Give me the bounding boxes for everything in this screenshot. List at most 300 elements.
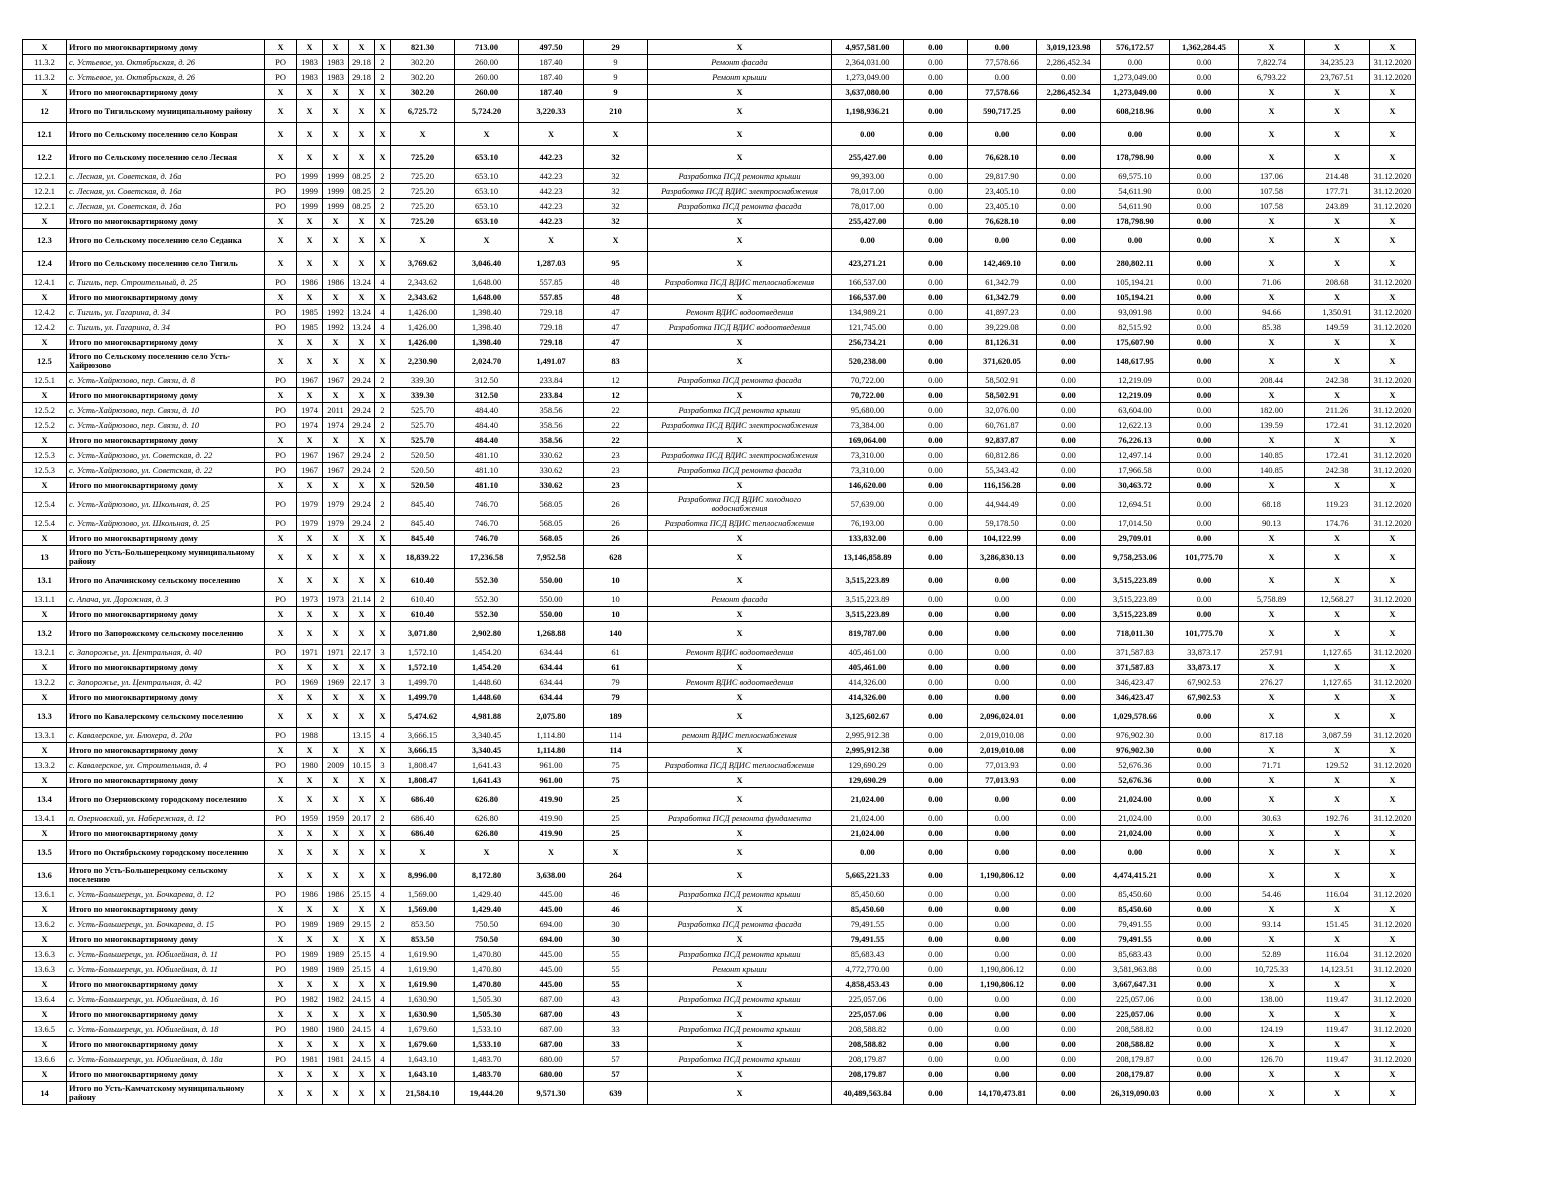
owner-funds-cell: 26,319,090.03 [1101,1082,1170,1105]
total-area-cell: 525.70 [391,403,455,418]
built-year-cell: X [297,932,323,947]
work-type-cell: X [648,100,832,123]
local-funds-cell: 0.00 [1037,705,1101,728]
total-area-cell: 1,643.10 [391,1052,455,1067]
living-area-cell: 484.40 [455,403,519,418]
residents-cell: 33 [584,1022,648,1037]
floors-cell: X [375,1007,391,1022]
work-type-cell: Разработка ПСД ремонта крыши [648,992,832,1007]
other-funds-cell: 0.00 [1170,773,1239,788]
wall-material-cell: X [265,252,297,275]
total-cost-cell: 73,310.00 [832,448,904,463]
local-funds-cell: 0.00 [1037,887,1101,902]
regional-funds-cell: 81,126.31 [968,335,1037,350]
reconstruction-year-cell: 1969 [323,675,349,690]
limit-cost-cell: X [1305,214,1370,229]
residents-cell: 55 [584,977,648,992]
deadline-cell: 31.12.2020 [1370,448,1416,463]
residents-cell: 95 [584,252,648,275]
federal-funds-cell: 0.00 [904,40,968,55]
reconstruction-year-cell: X [323,826,349,841]
owner-funds-cell: 3,515,223.89 [1101,592,1170,607]
local-funds-cell: 0.00 [1037,977,1101,992]
unit-cost-cell: X [1239,977,1305,992]
subtotal-row [23,388,1416,403]
floors-cell: 2 [375,418,391,433]
wall-material-cell: X [265,335,297,350]
other-funds-cell: 0.00 [1170,962,1239,977]
object-name-cell: Итого по многоквартирному дому [67,826,265,841]
limit-cost-cell: 192.76 [1305,811,1370,826]
built-year-cell: X [297,229,323,252]
residents-cell: 210 [584,100,648,123]
built-year-cell: 1988 [297,728,323,743]
wear-cell: X [349,660,375,675]
federal-funds-cell: 0.00 [904,478,968,493]
object-name-cell: Итого по многоквартирному дому [67,214,265,229]
reconstruction-year-cell: 1989 [323,947,349,962]
local-funds-cell: 0.00 [1037,320,1101,335]
owner-funds-cell: 29,709.01 [1101,531,1170,546]
federal-funds-cell: 0.00 [904,275,968,290]
residents-cell: 9 [584,70,648,85]
row-number-cell: 13.2 [23,622,67,645]
other-funds-cell: 33,873.17 [1170,645,1239,660]
object-name-cell: Итого по Кавалерскому сельскому поселению [67,705,265,728]
wear-cell: 13.24 [349,275,375,290]
unit-cost-cell: X [1239,705,1305,728]
wall-material-cell: РО [265,463,297,478]
federal-funds-cell: 0.00 [904,433,968,448]
regional-funds-cell: 0.00 [968,690,1037,705]
owner-funds-cell: 1,029,578.66 [1101,705,1170,728]
unit-cost-cell: X [1239,690,1305,705]
federal-funds-cell: 0.00 [904,992,968,1007]
owner-funds-cell: 208,588.82 [1101,1022,1170,1037]
federal-funds-cell: 0.00 [904,169,968,184]
built-year-cell: X [297,214,323,229]
subtotal-row [23,350,1416,373]
wear-cell: X [349,1037,375,1052]
subtotal-row [23,531,1416,546]
other-funds-cell: 0.00 [1170,887,1239,902]
living-area-cell: 1,533.10 [455,1037,519,1052]
unit-cost-cell: X [1239,335,1305,350]
wear-cell: 29.24 [349,418,375,433]
wall-material-cell: РО [265,275,297,290]
floors-cell: X [375,743,391,758]
regional-funds-cell: 0.00 [968,887,1037,902]
regional-funds-cell: 0.00 [968,675,1037,690]
total-cost-cell: 5,665,221.33 [832,864,904,887]
living-area-cell: 2,024.70 [455,350,519,373]
work-type-cell: ремонт ВДИС теплоснабжения [648,728,832,743]
total-area-cell: 1,808.47 [391,758,455,773]
work-type-cell: Ремонт крыши [648,70,832,85]
unit-cost-cell: 138.00 [1239,992,1305,1007]
total-cost-cell: 85,683.43 [832,947,904,962]
reconstruction-year-cell: X [323,622,349,645]
deadline-cell: X [1370,388,1416,403]
wear-cell: 24.15 [349,1022,375,1037]
other-funds-cell: 0.00 [1170,169,1239,184]
total-area-cell: 3,071.80 [391,622,455,645]
row-number-cell: 13 [23,546,67,569]
reconstruction-year-cell: 1967 [323,373,349,388]
living-area-cell: 260.00 [455,70,519,85]
limit-cost-cell: X [1305,977,1370,992]
unit-cost-cell: X [1239,100,1305,123]
wall-material-cell: X [265,123,297,146]
built-year-cell: 1969 [297,675,323,690]
unit-cost-cell: 6,793.22 [1239,70,1305,85]
wall-material-cell: X [265,85,297,100]
living-area-cell: 1,398.40 [455,320,519,335]
owner-funds-cell: 0.00 [1101,55,1170,70]
common-area-cell: 680.00 [519,1052,584,1067]
residents-cell: 47 [584,320,648,335]
unit-cost-cell: 137.06 [1239,169,1305,184]
reconstruction-year-cell: X [323,788,349,811]
work-type-cell: X [648,214,832,229]
local-funds-cell: 0.00 [1037,123,1101,146]
regional-funds-cell: 3,286,830.13 [968,546,1037,569]
wall-material-cell: X [265,902,297,917]
wear-cell: 21.14 [349,592,375,607]
total-cost-cell: 70,722.00 [832,388,904,403]
owner-funds-cell: 63,604.00 [1101,403,1170,418]
limit-cost-cell: X [1305,350,1370,373]
row-number-cell: X [23,826,67,841]
row-number-cell: 12.5.1 [23,373,67,388]
federal-funds-cell: 0.00 [904,826,968,841]
other-funds-cell: 0.00 [1170,592,1239,607]
total-cost-cell: 13,146,858.89 [832,546,904,569]
built-year-cell: X [297,531,323,546]
wall-material-cell: X [265,388,297,403]
built-year-cell: X [297,1007,323,1022]
row-number-cell: 13.2.1 [23,645,67,660]
federal-funds-cell: 0.00 [904,123,968,146]
other-funds-cell: 0.00 [1170,418,1239,433]
built-year-cell: X [297,841,323,864]
work-type-cell: Разработка ПСД ремонта крыши [648,169,832,184]
floors-cell: 2 [375,463,391,478]
owner-funds-cell: 12,622.13 [1101,418,1170,433]
deadline-cell: 31.12.2020 [1370,887,1416,902]
other-funds-cell: 0.00 [1170,1007,1239,1022]
common-area-cell: 445.00 [519,887,584,902]
owner-funds-cell: 21,024.00 [1101,788,1170,811]
reconstruction-year-cell: 1967 [323,448,349,463]
reconstruction-year-cell: X [323,705,349,728]
common-area-cell: 687.00 [519,1022,584,1037]
object-name-cell: Итого по Усть-Большерецкому сельскому поселению [67,864,265,887]
row-number-cell: X [23,660,67,675]
local-funds-cell: 0.00 [1037,743,1101,758]
table-row [23,184,1416,199]
subtotal-row [23,85,1416,100]
work-type-cell: Разработка ПСД ВДИС электроснабжения [648,448,832,463]
row-number-cell: 13.6.3 [23,962,67,977]
deadline-cell: X [1370,1037,1416,1052]
row-number-cell: 12.4.2 [23,320,67,335]
work-type-cell: Ремонт крыши [648,962,832,977]
regional-funds-cell: 1,190,806.12 [968,962,1037,977]
local-funds-cell: 0.00 [1037,493,1101,516]
federal-funds-cell: 0.00 [904,350,968,373]
total-area-cell: 2,343.62 [391,290,455,305]
residents-cell: 9 [584,55,648,70]
living-area-cell: 653.10 [455,169,519,184]
common-area-cell: X [519,123,584,146]
work-type-cell: X [648,478,832,493]
deadline-cell: 31.12.2020 [1370,55,1416,70]
built-year-cell: X [297,1037,323,1052]
total-cost-cell: 133,832.00 [832,531,904,546]
regional-funds-cell: 2,019,010.08 [968,728,1037,743]
other-funds-cell: 0.00 [1170,100,1239,123]
local-funds-cell: 0.00 [1037,229,1101,252]
floors-cell: 2 [375,55,391,70]
regional-funds-cell: 77,013.93 [968,773,1037,788]
wall-material-cell: РО [265,1022,297,1037]
other-funds-cell: 0.00 [1170,743,1239,758]
total-cost-cell: 3,515,223.89 [832,607,904,622]
work-type-cell: X [648,252,832,275]
wear-cell: X [349,690,375,705]
regional-funds-cell: 0.00 [968,947,1037,962]
living-area-cell: 653.10 [455,184,519,199]
owner-funds-cell: 85,450.60 [1101,887,1170,902]
wall-material-cell: РО [265,199,297,214]
total-area-cell: 725.20 [391,184,455,199]
subtotal-row [23,214,1416,229]
floors-cell: 2 [375,199,391,214]
residents-cell: 22 [584,433,648,448]
reconstruction-year-cell: 1959 [323,811,349,826]
living-area-cell: 653.10 [455,146,519,169]
local-funds-cell: 0.00 [1037,1007,1101,1022]
residents-cell: 9 [584,85,648,100]
row-number-cell: X [23,932,67,947]
local-funds-cell: 2,286,452.34 [1037,55,1101,70]
local-funds-cell: 0.00 [1037,146,1101,169]
reconstruction-year-cell: 1974 [323,418,349,433]
common-area-cell: 330.62 [519,448,584,463]
unit-cost-cell: X [1239,1082,1305,1105]
owner-funds-cell: 371,587.83 [1101,660,1170,675]
residents-cell: 61 [584,645,648,660]
row-number-cell: X [23,335,67,350]
built-year-cell: X [297,335,323,350]
other-funds-cell: 0.00 [1170,607,1239,622]
deadline-cell: X [1370,607,1416,622]
deadline-cell: X [1370,660,1416,675]
built-year-cell: 1983 [297,70,323,85]
common-area-cell: 557.85 [519,290,584,305]
work-type-cell: X [648,1037,832,1052]
deadline-cell: X [1370,531,1416,546]
built-year-cell: X [297,660,323,675]
total-area-cell: 1,569.00 [391,887,455,902]
wear-cell: 08.25 [349,199,375,214]
built-year-cell: 1979 [297,493,323,516]
subtotal-row [23,705,1416,728]
wear-cell: X [349,531,375,546]
local-funds-cell: 0.00 [1037,947,1101,962]
total-area-cell: 2,343.62 [391,275,455,290]
total-cost-cell: 414,326.00 [832,675,904,690]
wall-material-cell: X [265,607,297,622]
living-area-cell: 1,470.80 [455,977,519,992]
common-area-cell: 729.18 [519,335,584,350]
row-number-cell: X [23,214,67,229]
owner-funds-cell: 346,423.47 [1101,675,1170,690]
object-name-cell: Итого по многоквартирному дому [67,1037,265,1052]
total-cost-cell: 121,745.00 [832,320,904,335]
wall-material-cell: РО [265,947,297,962]
limit-cost-cell: X [1305,569,1370,592]
row-number-cell: 12 [23,100,67,123]
federal-funds-cell: 0.00 [904,1007,968,1022]
federal-funds-cell: 0.00 [904,290,968,305]
living-area-cell: 750.50 [455,917,519,932]
object-name-cell: Итого по Сельскому поселению село Усть-Хайрюзово [67,350,265,373]
total-cost-cell: 3,637,080.00 [832,85,904,100]
federal-funds-cell: 0.00 [904,962,968,977]
total-area-cell: 1,630.90 [391,1007,455,1022]
floors-cell: X [375,841,391,864]
floors-cell: 2 [375,403,391,418]
wear-cell: X [349,902,375,917]
unit-cost-cell: 126.70 [1239,1052,1305,1067]
built-year-cell: X [297,478,323,493]
owner-funds-cell: 208,179.87 [1101,1067,1170,1082]
wear-cell: 22.17 [349,645,375,660]
other-funds-cell: 0.00 [1170,705,1239,728]
local-funds-cell: 0.00 [1037,350,1101,373]
owner-funds-cell: 17,966.58 [1101,463,1170,478]
regional-funds-cell: 0.00 [968,841,1037,864]
floors-cell: X [375,546,391,569]
subtotal-row [23,123,1416,146]
work-type-cell: X [648,690,832,705]
living-area-cell: 1,454.20 [455,660,519,675]
table-row [23,947,1416,962]
floors-cell: X [375,977,391,992]
work-type-cell: Разработка ПСД ремонта крыши [648,403,832,418]
total-area-cell: X [391,123,455,146]
wear-cell: 24.15 [349,1052,375,1067]
wear-cell: 13.24 [349,320,375,335]
work-type-cell: Разработка ПСД ремонта крыши [648,947,832,962]
object-name-cell: Итого по Октябрьскому городскому поселению [67,841,265,864]
limit-cost-cell: X [1305,433,1370,448]
deadline-cell: X [1370,1067,1416,1082]
total-area-cell: 339.30 [391,388,455,403]
reconstruction-year-cell: X [323,40,349,55]
living-area-cell: 481.10 [455,448,519,463]
local-funds-cell: 0.00 [1037,184,1101,199]
row-number-cell: 12.4 [23,252,67,275]
common-area-cell: 3,220.33 [519,100,584,123]
regional-funds-cell: 0.00 [968,902,1037,917]
unit-cost-cell: X [1239,40,1305,55]
local-funds-cell: 0.00 [1037,199,1101,214]
living-area-cell: 312.50 [455,388,519,403]
object-name-cell: Итого по многоквартирному дому [67,743,265,758]
limit-cost-cell: 14,123.51 [1305,962,1370,977]
wall-material-cell: X [265,622,297,645]
reconstruction-year-cell: 1986 [323,275,349,290]
unit-cost-cell: 71.71 [1239,758,1305,773]
deadline-cell: X [1370,1082,1416,1105]
reconstruction-year-cell: 1983 [323,70,349,85]
total-cost-cell: 146,620.00 [832,478,904,493]
residents-cell: 47 [584,305,648,320]
total-cost-cell: 4,957,581.00 [832,40,904,55]
residents-cell: 75 [584,758,648,773]
other-funds-cell: 0.00 [1170,1082,1239,1105]
subtotal-row [23,690,1416,705]
total-area-cell: 5,474.62 [391,705,455,728]
unit-cost-cell: X [1239,902,1305,917]
total-cost-cell: 208,588.82 [832,1037,904,1052]
federal-funds-cell: 0.00 [904,758,968,773]
floors-cell: X [375,932,391,947]
common-area-cell: 445.00 [519,947,584,962]
local-funds-cell: 0.00 [1037,758,1101,773]
limit-cost-cell: X [1305,705,1370,728]
residents-cell: 25 [584,788,648,811]
work-type-cell: Разработка ПСД ремонта фасада [648,199,832,214]
object-name-cell: Итого по многоквартирному дому [67,932,265,947]
living-area-cell: 1,470.80 [455,947,519,962]
unit-cost-cell: X [1239,569,1305,592]
object-name-cell: Итого по многоквартирному дому [67,478,265,493]
built-year-cell: X [297,826,323,841]
unit-cost-cell: X [1239,607,1305,622]
other-funds-cell: 0.00 [1170,977,1239,992]
federal-funds-cell: 0.00 [904,811,968,826]
limit-cost-cell: X [1305,743,1370,758]
work-type-cell: X [648,743,832,758]
unit-cost-cell: X [1239,773,1305,788]
limit-cost-cell: X [1305,40,1370,55]
built-year-cell: 1959 [297,811,323,826]
common-area-cell: 9,571.30 [519,1082,584,1105]
reconstruction-year-cell: X [323,1007,349,1022]
deadline-cell: 31.12.2020 [1370,1022,1416,1037]
built-year-cell: X [297,252,323,275]
floors-cell: X [375,660,391,675]
work-type-cell: Разработка ПСД ВДИС теплоснабжения [648,275,832,290]
total-cost-cell: 2,995,912.38 [832,743,904,758]
reconstruction-year-cell: X [323,660,349,675]
table-row [23,917,1416,932]
reconstruction-year-cell: 1999 [323,169,349,184]
total-cost-cell: 99,393.00 [832,169,904,184]
federal-funds-cell: 0.00 [904,932,968,947]
reconstruction-year-cell: X [323,433,349,448]
total-area-cell: 686.40 [391,788,455,811]
other-funds-cell: 0.00 [1170,758,1239,773]
residents-cell: 639 [584,1082,648,1105]
object-name-cell: с. Апача, ул. Дорожная, д. 3 [67,592,265,607]
other-funds-cell: 0.00 [1170,199,1239,214]
local-funds-cell: 0.00 [1037,448,1101,463]
